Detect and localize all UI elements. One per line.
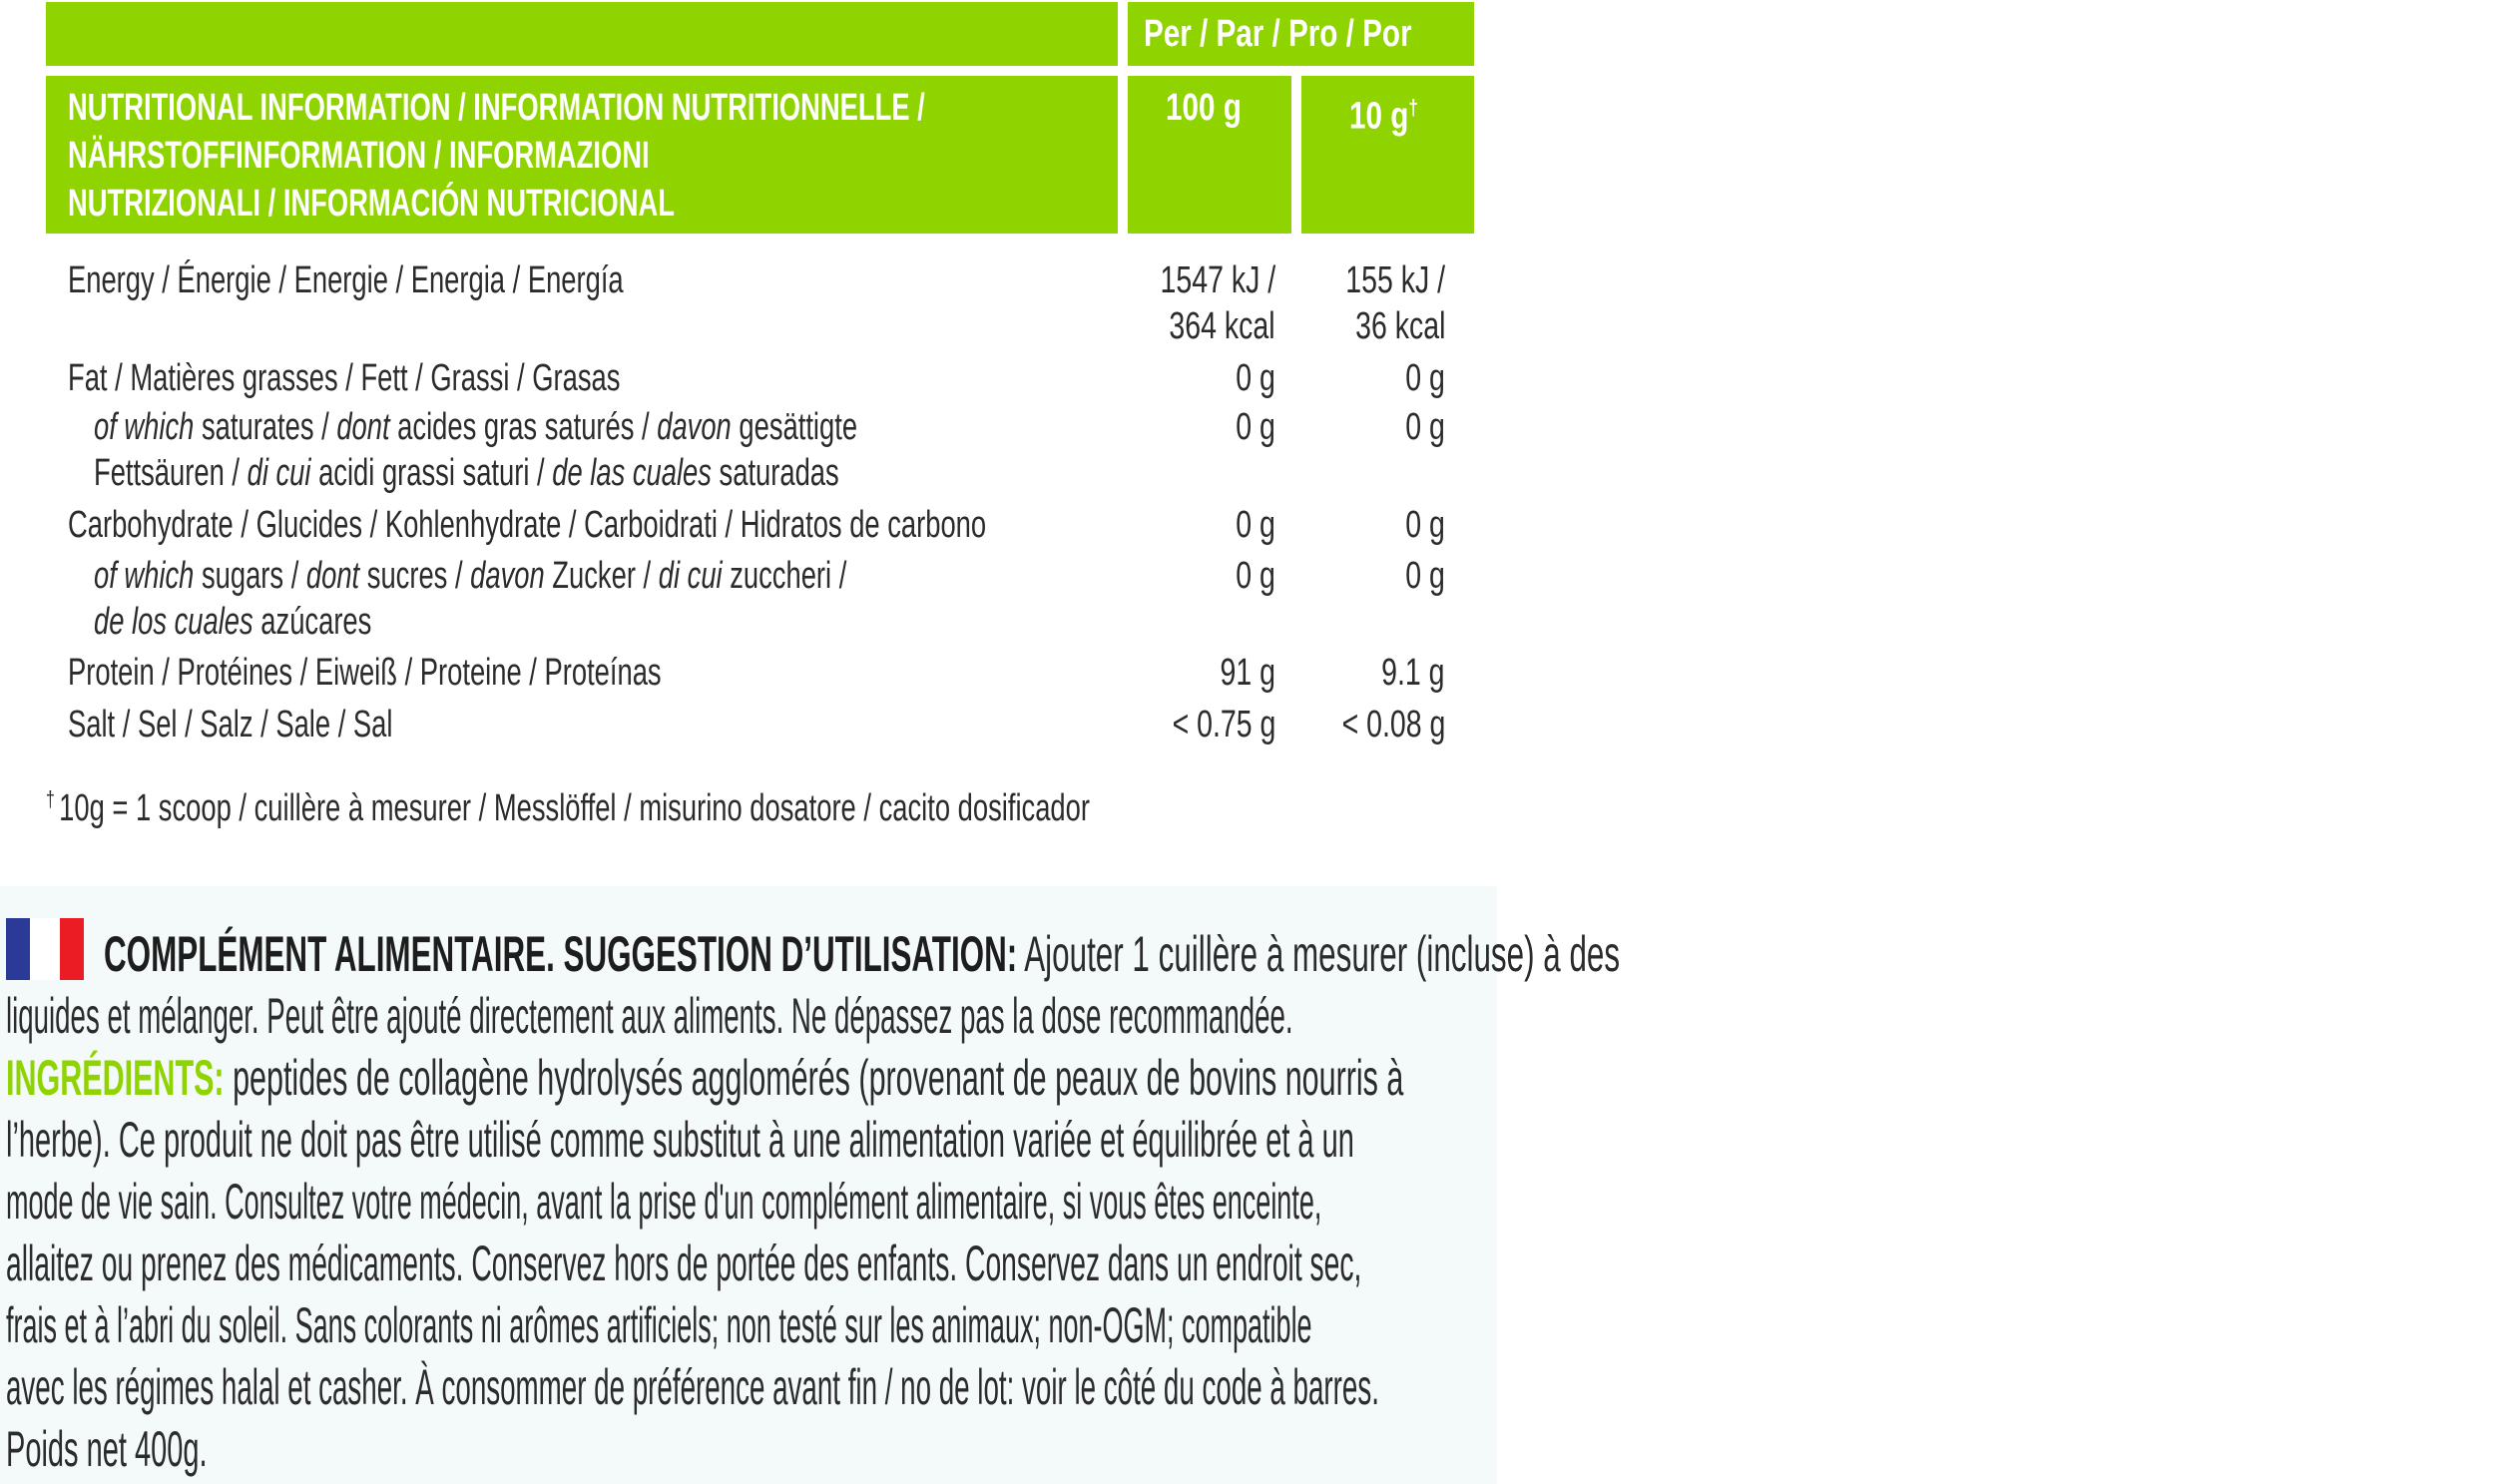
row-energy-label: Energy / Énergie / Energie / Energia / Energía (68, 259, 624, 301)
row-fat-value-10g: 0 g (1405, 357, 1445, 399)
row-saturates-value-100g: 0 g (1236, 406, 1275, 448)
row-salt-value-100g: < 0.75 g (1172, 704, 1275, 745)
french-flag-icon (6, 918, 84, 980)
row-sugars-label: of which sugars / dont sucres / davon Zucker / di cui zuccheri / de los cuales azúcares (94, 555, 847, 643)
french-text-line-7: frais et à l’abri du soleil. Sans colorants ni arômes artificiels; non testé sur les animaux; non-OGM; compatible (6, 1297, 1312, 1353)
column-header-10g: 10 g† (1349, 95, 1418, 138)
row-protein-label: Protein / Protéines / Eiweiß / Proteine / Proteínas (68, 652, 662, 694)
french-text-line-5: mode de vie sain. Consultez votre médecin, avant la prise d'un complément alimentaire, si vous êtes enceinte, (6, 1174, 1322, 1230)
row-carbohydrate-value-100g: 0 g (1236, 504, 1275, 546)
french-text-line-4: l’herbe). Ce produit ne doit pas être utilisé comme substitut à une alimentation variée et équilibrée et à un (6, 1112, 1354, 1168)
row-energy-value-100g: 1547 kJ / 364 kcal (1160, 259, 1275, 347)
nutrition-table-title: NUTRITIONAL INFORMATION / INFORMATION NUTRITIONNELLE / NÄHRSTOFFINFORMATION / INFORMAZIONI NUTRIZIONALI / INFORMACIÓN NUTRICIONAL (68, 87, 925, 225)
row-sugars-value-10g: 0 g (1405, 555, 1445, 597)
row-sugars-value-100g: 0 g (1236, 555, 1275, 597)
row-salt-label: Salt / Sel / Salz / Sale / Sal (68, 704, 393, 745)
row-carbohydrate-value-10g: 0 g (1405, 504, 1445, 546)
usage-suggestion-line: COMPLÉMENT ALIMENTAIRE. SUGGESTION D’UTILISATION: Ajouter 1 cuillère à mesurer (incluse) à des (104, 926, 1621, 982)
french-text-line-8: avec les régimes halal et casher. À consommer de préférence avant fin / no de lot: voir le côté du code à barres. (6, 1359, 1379, 1415)
per-label: Per / Par / Pro / Por (1144, 13, 1412, 55)
row-saturates-label: of which saturates / dont acides gras saturés / davon gesättigte Fettsäuren / di cui acidi grassi saturi / de las cuales saturadas (94, 406, 858, 494)
french-text-line-2: liquides et mélanger. Peut être ajouté directement aux aliments. Ne dépassez pas la dose recommandée. (6, 988, 1293, 1044)
column-header-100g: 100 g (1166, 87, 1242, 129)
row-saturates-value-10g: 0 g (1405, 406, 1445, 448)
ingredients-line: INGRÉDIENTS: peptides de collagène hydrolysés agglomérés (provenant de peaux de bovins nourris à (6, 1050, 1404, 1106)
french-text-line-6: allaitez ou prenez des médicaments. Conservez hors de portée des enfants. Conservez dans un endroit sec, (6, 1236, 1362, 1291)
row-fat-value-100g: 0 g (1236, 357, 1275, 399)
net-weight-line: Poids net 400g. (6, 1421, 208, 1477)
serving-footnote: † 10g = 1 scoop / cuillère à mesurer / Messlöffel / misurino dosatore / cacito dosificador (46, 786, 1090, 829)
row-protein-value-10g: 9.1 g (1381, 652, 1445, 694)
row-protein-value-100g: 91 g (1220, 652, 1275, 694)
header-bar-top-left (46, 2, 1118, 66)
row-fat-label: Fat / Matières grasses / Fett / Grassi / Grasas (68, 357, 621, 399)
row-carbohydrate-label: Carbohydrate / Glucides / Kohlenhydrate / Carboidrati / Hidratos de carbono (68, 504, 987, 546)
row-salt-value-10g: < 0.08 g (1341, 704, 1445, 745)
row-energy-value-10g: 155 kJ / 36 kcal (1345, 259, 1445, 347)
